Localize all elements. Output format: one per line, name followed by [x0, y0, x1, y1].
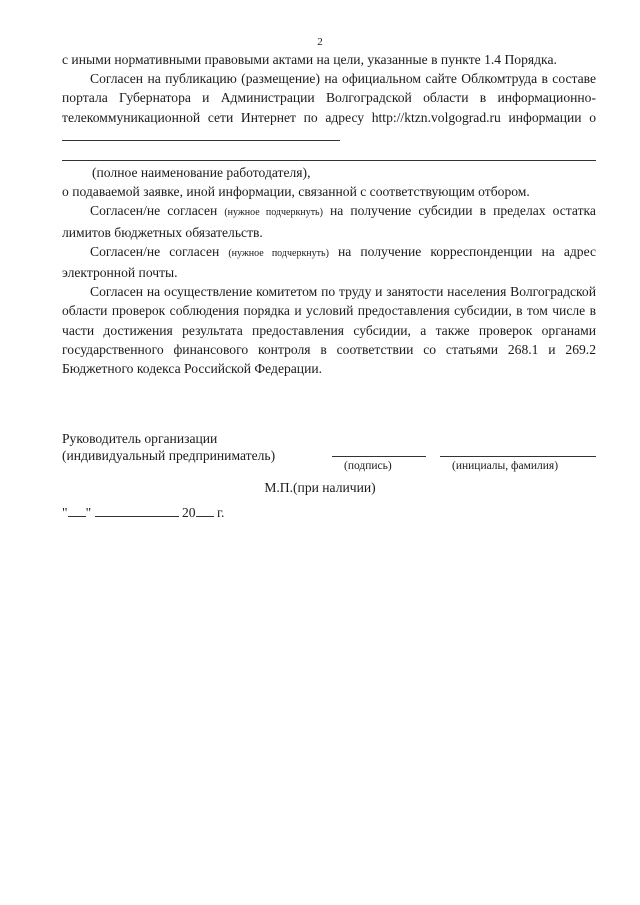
stamp-note: М.П.(при наличии) [264, 480, 376, 495]
date-line [62, 504, 224, 521]
publication-consent-text: Согласен на публикацию (размещение) на официальном сайте Облкомтруда в составе портала Губернатора и Администрации Волгоградской области в информационно-телекоммуникационной сети Интернет по адресу http://ktzn.volgograd.ru информации о [62, 71, 596, 125]
paragraph-subsidy-consent [62, 201, 596, 241]
document-body [62, 50, 596, 378]
email-consent-choice[interactable]: Согласен/не согласен [90, 243, 220, 259]
employer-name-caption: (полное наименование работодателя), [92, 165, 311, 181]
year-field[interactable] [196, 504, 214, 517]
page-number: 2 [317, 36, 323, 48]
subsidy-consent-choice[interactable]: Согласен/не согласен [90, 203, 218, 219]
signer-title: Руководитель организации [62, 431, 218, 446]
signature-field[interactable] [332, 456, 426, 457]
underline-note: (нужное подчеркнуть) [224, 207, 323, 219]
signer-subtitle: (индивидуальный предприниматель) [62, 448, 276, 463]
paragraph-publication-consent [62, 69, 596, 146]
subsidy-consent-text: на получение субсидии в пределах остатка лимитов бюджетных обязательств. [62, 203, 596, 240]
date-quote-close: " [85, 505, 92, 520]
year-prefix: 20 [181, 505, 196, 520]
date-quote-open: " [62, 505, 68, 520]
email-consent-text: на получение корреспонденции на адрес электронной почты. [62, 243, 596, 281]
employer-name-field[interactable] [62, 128, 340, 141]
month-field[interactable] [95, 504, 179, 517]
signature-caption: (подпись) [344, 460, 392, 472]
paragraph-publication-tail: о подаваемой заявке, иной информации, связанной с соответствующим отбором. [62, 184, 530, 200]
signature-block [62, 430, 602, 464]
paragraph-continuation: с иными нормативными правовыми актами на цели, указанные в пункте 1.4 Порядка. [62, 52, 557, 67]
name-caption: (инициалы, фамилия) [452, 460, 559, 472]
underline-note: (нужное подчеркнуть) [228, 247, 329, 259]
paragraph-email-consent [62, 242, 596, 282]
paragraph-inspection-consent: Согласен на осуществление комитетом по труду и занятости населения Волгоградской области проверок соблюдения порядка и условий предоставления субсидии, в том числе в части достижения результата предоставления субсидии, а также проверок органами государственного финансового контроля в соответствии со статьями 268.1 и 269.2 Бюджетного кодекса Российской Федерации. [62, 284, 596, 377]
day-field[interactable] [68, 504, 86, 517]
name-field[interactable] [440, 456, 596, 457]
year-suffix: г. [216, 505, 225, 520]
employer-name-field-continuation[interactable] [62, 146, 596, 161]
